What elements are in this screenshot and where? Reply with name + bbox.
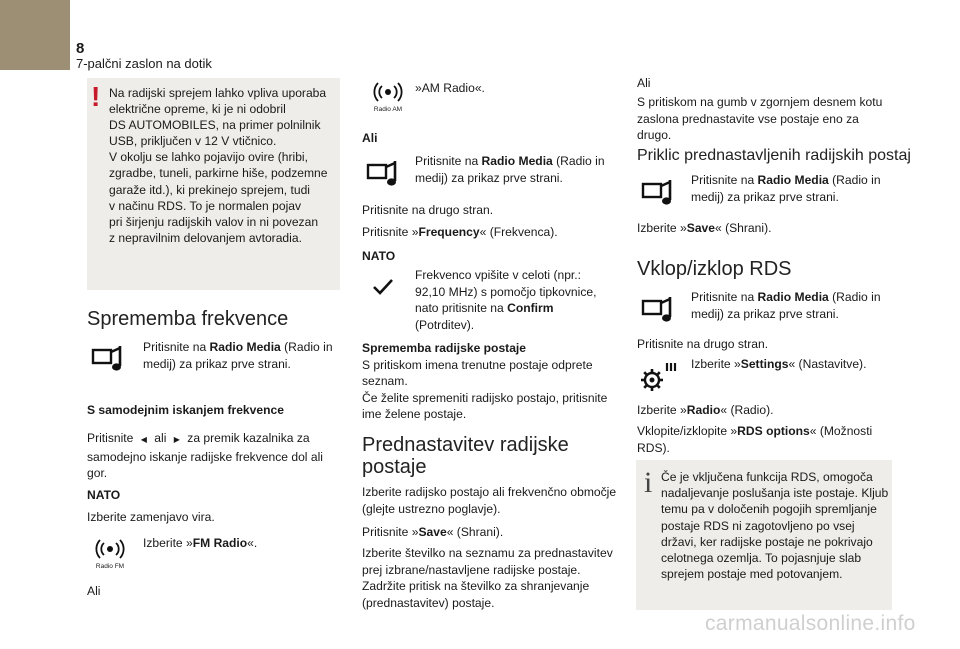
radio-text: Izberite »Radio« (Radio). <box>637 403 774 417</box>
warning-text: Na radijski sprejem lahko vpliva uporaba električne opreme, ki je ni odobril DS AUTOMOBILES, na primer polnilnik USB, priključen v 12 V vtičnico. V okolju se lahko pojavijo ovire (hribi, zgradbe, tuneli, parkirne hiše, podzemne garaže itd.), ki prekinejo sprejem, tudi v načinu RDS. To je normalen pojav pri širjenju radijskih valov in ni povezan z nepravilnim delovanjem avtoradia. <box>109 86 328 245</box>
checkmark-icon <box>372 278 394 296</box>
heading-frequency-change: Sprememba frekvence <box>87 308 289 330</box>
step-radio-media: Pritisnite na Radio Media (Radio in medij) za prikaz prve strani. <box>691 290 881 321</box>
select-fm-text: Izberite »FM Radio«. <box>143 536 258 550</box>
heading-rds: Vklop/izklop RDS <box>637 258 792 280</box>
settings-gear-icon <box>640 358 680 394</box>
frequency-text: Pritisnite »Frequency« (Frekvenca). <box>362 225 558 239</box>
radio-fm-icon <box>95 537 125 561</box>
select-am-text: »AM Radio«. <box>415 81 485 95</box>
step-radio-media: Pritisnite na Radio Media (Radio in medij) za prikaz prve strani. <box>691 173 881 204</box>
step-radio-media: Pritisnite na Radio Media (Radio in medij) za prikaz prve strani. <box>415 154 605 185</box>
settings-text: Izberite »Settings« (Nastavitve). <box>691 357 867 371</box>
info-text: Če je vključena funkcija RDS, omogoča nadaljevanje poslušanja iste postaje. Kljub temu pa v določenih pogojih spremljanje postaje RDS ni zagotovljeno po vsej državi, ker radijske postaje ne pokrivajo celotnega ozemlja. To pojasnjuje slab sprejem postaje med potovanjem. <box>661 470 889 582</box>
ali-label: Ali <box>87 584 101 598</box>
change-station-block: Sprememba radijske postaje S pritiskom imena trenutne postaje odprete seznam. Če želite spremeniti radijsko postajo, pritisnite ime želene postaje. <box>362 341 608 421</box>
knob-preset-text: S pritiskom na gumb v zgornjem desnem kotu zaslona prednastavite vse postaje eno za drugo. <box>637 95 883 142</box>
nato-label: NATO <box>87 488 121 502</box>
rds-options-text: Vklopite/izklopite »RDS options« (Možnosti RDS). <box>637 424 873 455</box>
radio-am-icon <box>373 80 403 104</box>
subheading-auto-search: S samodejnim iskanjem frekvence <box>87 403 284 417</box>
info-icon: i <box>644 466 653 499</box>
arrows-instruction: Pritisnite ◀ ali ▶ za premik kazalnika za samodejno iskanje radijske frekvence dol ali gor. <box>87 431 323 480</box>
radio-media-icon <box>90 340 130 374</box>
warning-icon: ! <box>91 81 101 112</box>
select-source-text: Izberite zamenjavo vira. <box>87 510 215 524</box>
section-title: 7-palčni zaslon na dotik <box>76 56 212 71</box>
step-radio-media: Pritisnite na Radio Media (Radio in medij) za prikaz prve strani. <box>143 340 333 371</box>
enter-frequency-text: Frekvenco vpišite v celoti (npr.: 92,10 MHz) s pomočjo tipkovnice, nato pritisnite na Confirm (Potrditev). <box>415 268 597 332</box>
watermark: carmanualsonline.info <box>705 612 916 635</box>
second-page-text: Pritisnite na drugo stran. <box>362 203 494 217</box>
radio-fm-icon-label: Radio FM <box>95 563 125 570</box>
select-station-text: Izberite radijsko postajo ali frekvenčno območje (glejte ustrezno poglavje). <box>362 485 617 516</box>
ali-label: Ali <box>362 131 378 145</box>
arrow-left-icon: ◀ <box>140 435 147 444</box>
save-text: Pritisnite »Save« (Shrani). <box>362 525 504 539</box>
second-page-text: Pritisnite na drugo stran. <box>637 337 769 351</box>
heading-recall-presets: Priklic prednastavljenih radijskih postaj <box>637 147 911 164</box>
radio-media-icon <box>365 155 405 189</box>
heading-preset-stations: Prednastavitev radijske postaje <box>362 434 569 478</box>
chapter-tab <box>0 0 70 70</box>
preset-number-text: Izberite številko na seznamu za prednastavitev prej izbrane/nastavljene radijske postaje. Zadržite pritisk na številko za shranjevanje (prednastavitev) postaje. <box>362 546 613 610</box>
radio-media-icon <box>640 291 680 325</box>
radio-am-icon-label: Radio AM <box>373 106 403 113</box>
arrow-right-icon: ▶ <box>173 435 180 444</box>
ali-label: Ali <box>637 76 651 90</box>
radio-media-icon <box>640 174 680 208</box>
save-text: Izberite »Save« (Shrani). <box>637 221 772 235</box>
nato-label: NATO <box>362 249 396 263</box>
page-number: 8 <box>76 40 85 57</box>
